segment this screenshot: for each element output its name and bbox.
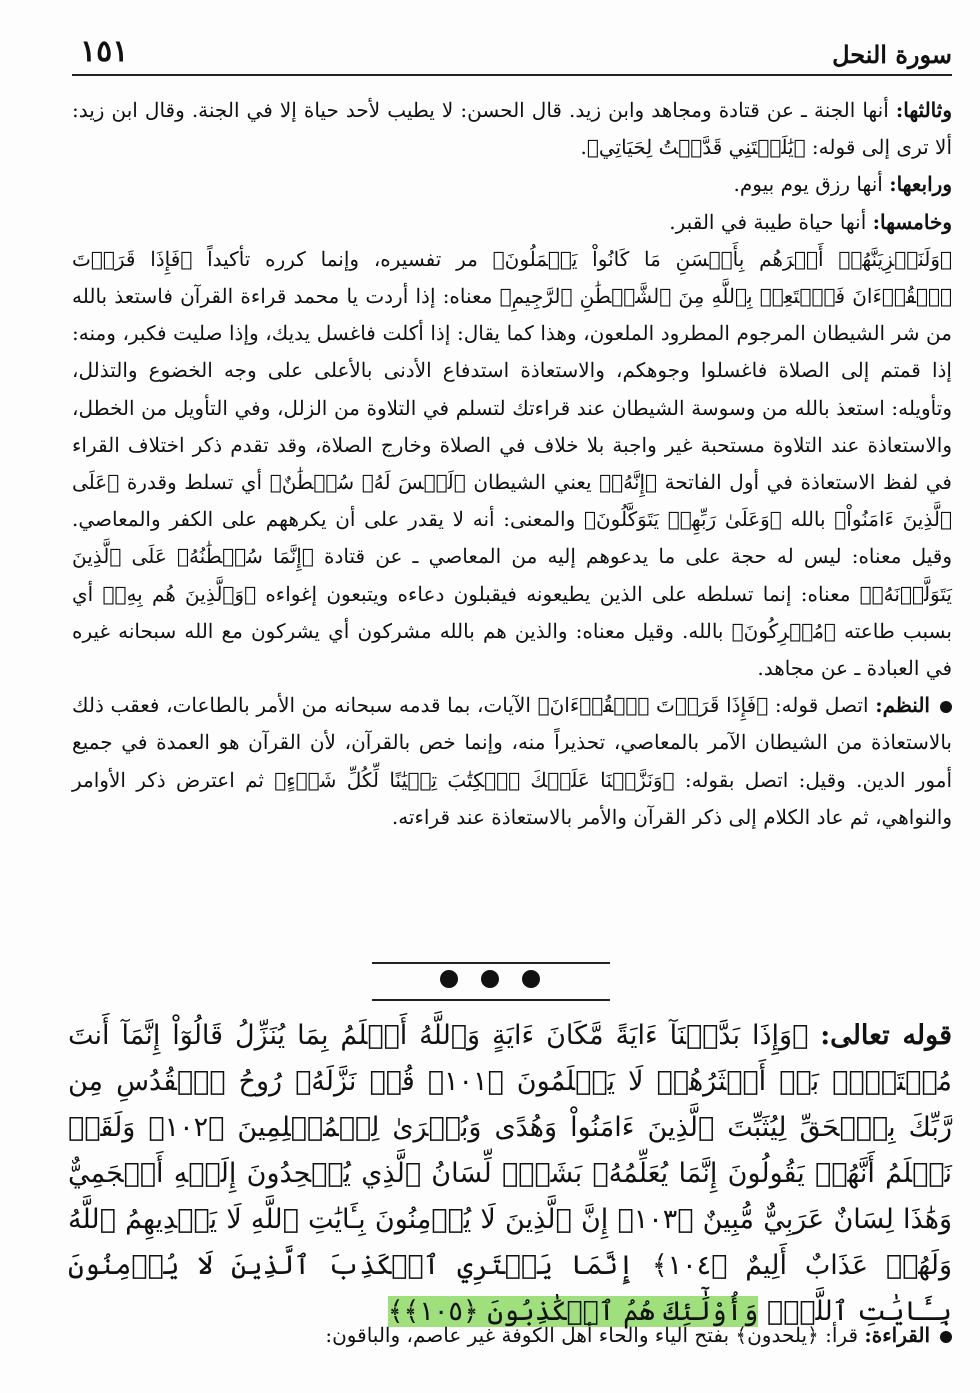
qiraa-text: قرأ: ﴿يلحدون﴾ بفتح الياء والحاء أهل الكوفة غير عاصم، والباقون: [325, 1323, 865, 1347]
nazm-text: اتصل قوله: ﴿فَإِذَا قَرَأۡتَ ٱلۡقُرۡءَانَ﴾ الآيات، بما قدمه سبحانه من الأمر بالطاعات، فعقب ذلك بالاستعاذة من الشيطان الآمر بالمعاصي، تحذيراً منه، وإنما خص بالقرآن، لأن القرآن هو العمدة في جميع أمور الدين. وقيل: اتصل بقوله: ﴿وَنَزَّلۡنَا عَلَيۡكَ ٱلۡكِتَٰبَ تِبۡيَٰنًا لِّكُلِّ شَيۡءٍ﴾ ثم اعترض ذكر الأوامر والنواهي، ثم عاد الكلام إلى ذكر القرآن والأمر بالاستعاذة عند قراءته. [72, 693, 953, 829]
nazm-label: النظم: [875, 693, 930, 718]
separator-dots [440, 970, 540, 988]
page-number: ١٥١ [80, 34, 129, 69]
separator-bottom [372, 999, 610, 1001]
third-label: وثالثها: [895, 98, 952, 122]
page-header [72, 30, 952, 76]
third-text: أنها الجنة ـ عن قتادة ومجاهد وابن زيد. قال الحسن: لا يطيب لأحد حياة إلا في الجنة. وقال ابن زيد: ألا ترى إلى قوله: ﴿يَٰلَيۡتَنِي قَدَّمۡتُ لِحَيَاتِي﴾. [72, 98, 952, 160]
verses-text: ﴿وَإِذَا بَدَّلۡنَآ ءَايَةً مَّكَانَ ءَايَةٍ وَٱللَّهُ أَعۡلَمُ بِمَا يُنَزِّلُ قَالُوٓاْ إِنَّمَآ أَنتَ مُفۡتَرِۭۚ بَلۡ أَكۡثَرُهُمۡ لَا يَعۡلَمُونَ ﴿١٠١﴾ قُلۡ نَزَّلَهُۥ رُوحُ ٱلۡقُدُسِ مِن رَّبِّكَ بِٱلۡحَقِّ لِيُثَبِّتَ ٱلَّذِينَ ءَامَنُواْ وَهُدًى وَبُشۡرَىٰ لِلۡمُسۡلِمِينَ ﴿١٠٢﴾ وَلَقَدۡ نَعۡلَمُ أَنَّهُمۡ يَقُولُونَ إِنَّمَا يُعَلِّمُهُۥ بَشَرٌۗ لِّسَانُ ٱلَّذِي يُلۡحِدُونَ إِلَيۡهِ أَعۡجَمِيٌّ وَهَٰذَا لِسَانٌ عَرَبِيٌّ مُّبِينٌ ﴿١٠٣﴾ إِنَّ ٱلَّذِينَ لَا يُؤۡمِنُونَ بِـَٔايَٰتِ ٱللَّهِ لَا يَهۡدِيهِمُ ٱللَّهُ وَلَهُمۡ عَذَابٌ أَلِيمٌ ﴿١٠٤﴾ إِنَّمَا يَفۡتَرِي ٱلۡكَذِبَ ٱلَّذِينَ لَا يُؤۡمِنُونَ بِـَٔايَٰتِ ٱللَّهِۖ [68, 1020, 952, 1327]
highlighted-verse[interactable]: وَأُوْلَٰٓئِكَ هُمُ ٱلۡكَٰذِبُونَ ﴿١٠٥﴾﴾ [387, 1296, 759, 1327]
dot-icon [522, 970, 540, 988]
quran-verses [68, 1013, 952, 1335]
surah-title: سورة النحل [832, 40, 952, 69]
fifth-label: وخامسها: [872, 209, 952, 234]
dot-icon [440, 970, 458, 988]
paragraph-nazm [72, 687, 952, 836]
paragraph-tafsir: ﴿وَلَنَجۡزِيَنَّهُمۡ أَجۡرَهُم بِأَحۡسَنِ مَا كَانُواْ يَعۡمَلُونَ﴾ مر تفسيره، وإنما كرره تأكيداً ﴿فَإِذَا قَرَأۡتَ ٱلۡقُرۡءَانَ فَٱسۡتَعِذۡ بِٱللَّهِ مِنَ ٱلشَّيۡطَٰنِ ٱلرَّجِيمِ﴾ معناه: إذا أردت يا محمد قراءة القرآن فاستعذ بالله من شر الشيطان المرجوم المطرود الملعون، وهذا كما يقال: إذا أكلت فاغسل يديك، وإذا صليت فكبر، ومنه: إذا قمتم إلى الصلاة فاغسلوا وجوهكم، والاستعاذة استدفاع الأدنى بالأعلى على وجه الخضوع والتذلل، وتأويله: استعذ بالله من وسوسة الشيطان عند قراءتك لتسلم في التلاوة من الزلل، وفي التأويل من الخطل، والاستعاذة عند التلاوة مستحبة غير واجبة بلا خلاف في الصلاة وخارج الصلاة، وقد تقدم ذكر اختلاف القراء في لفظ الاستعاذة في أول الفاتحة ﴿إِنَّهُۥ﴾ يعني الشيطان ﴿لَيۡسَ لَهُۥ سُلۡطَٰنٌ﴾ أي تسلط وقدرة ﴿عَلَى ٱلَّذِينَ ءَامَنُواْ﴾ بالله ﴿وَعَلَىٰ رَبِّهِمۡ يَتَوَكَّلُونَ﴾ والمعنى: أنه لا يقدر على أن يكرههم على الكفر والمعاصي. وقيل معناه: ليس له حجة على ما يدعوهم إليه من المعاصي ـ عن قتادة ﴿إِنَّمَا سُلۡطَٰنُهُۥ عَلَى ٱلَّذِينَ يَتَوَلَّوۡنَهُۥ﴾ معناه: إنما تسلطه على الذين يطيعونه فيقبلون دعاءه ويتبعون إغواءه ﴿وَٱلَّذِينَ هُم بِهِۦ﴾ أي بسبب طاعته ﴿مُشۡرِكُونَ﴾ بالله. وقيل معناه: والذين هم بالله مشركون أي يشركون مع الله سبحانه غيره في العبادة ـ عن مجاهد. [72, 246, 952, 681]
paragraph-fifth-meaning [72, 204, 952, 241]
fifth-text: أنها حياة طيبة في القبر. [669, 209, 873, 234]
verses-label: قوله تعالى: [820, 1020, 952, 1051]
dot-icon [481, 970, 499, 988]
qiraa-label: القراءة: [864, 1323, 930, 1347]
fourth-label: ورابعها: [889, 172, 952, 197]
paragraph-fourth-meaning [72, 166, 952, 203]
paragraph-third-meaning [72, 92, 952, 166]
bullet-icon [940, 701, 952, 713]
bullet-icon [940, 1331, 952, 1343]
separator-top [372, 962, 610, 964]
qiraa-paragraph [72, 1318, 952, 1352]
fourth-text: أنها رزق يوم بيوم. [733, 172, 890, 197]
commentary-body [72, 92, 952, 836]
